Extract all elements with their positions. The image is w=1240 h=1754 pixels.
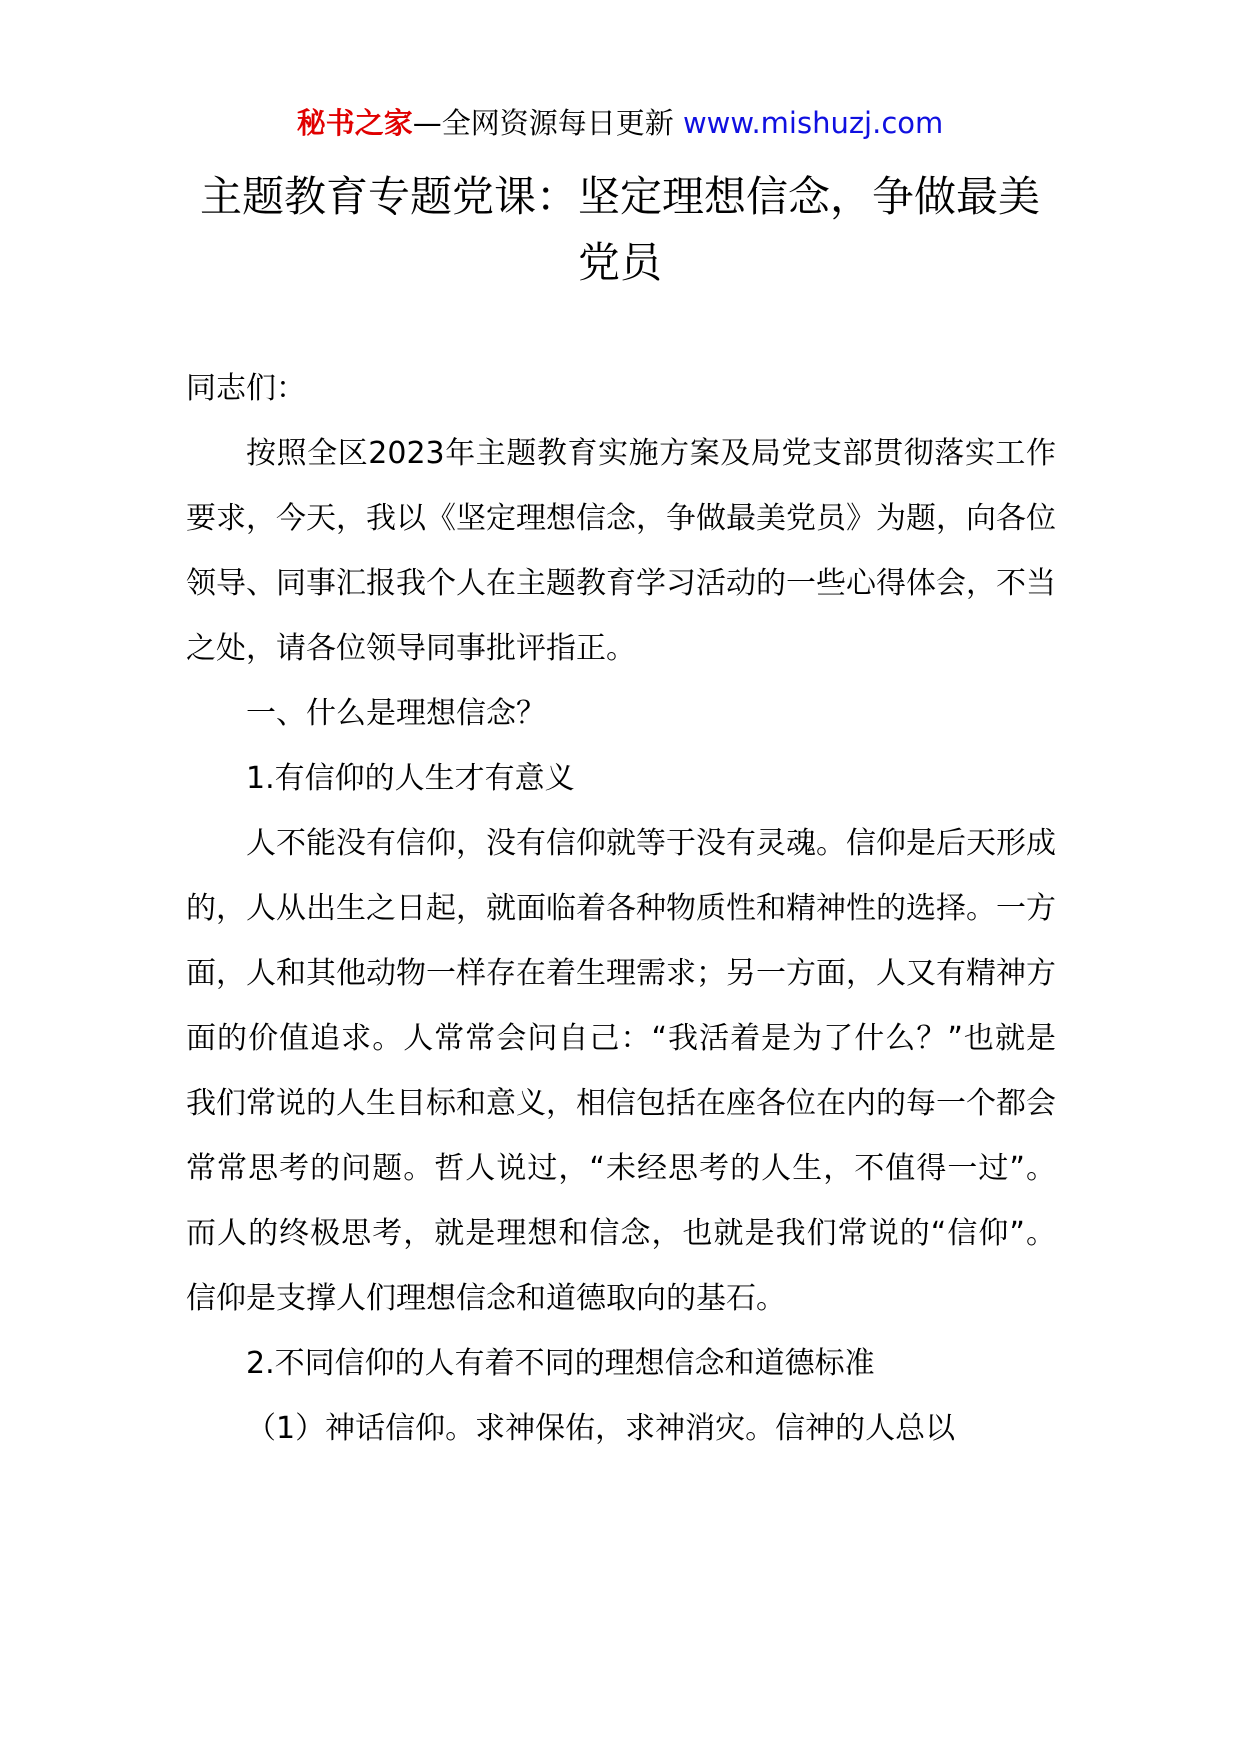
paragraph-intro: 按照全区2023年主题教育实施方案及局党支部贯彻落实工作要求，今天，我以《坚定理想信念，争做最美党员》为题，向各位领导、同事汇报我个人在主题教育学习活动的一些心得体会，不当之处，请各位领导同事批评指正。 xyxy=(186,436,1056,666)
section-heading-1: 一、什么是理想信念？ xyxy=(246,696,546,731)
subheading-2: 2.不同信仰的人有着不同的理想信念和道德标准 xyxy=(246,1346,875,1381)
paragraph-faith: 人不能没有信仰，没有信仰就等于没有灵魂。信仰是后天形成的，人从出生之日起，就面临着各种物质性和精神性的选择。一方面，人和其他动物一样存在着生理需求；另一方面，人又有精神方面的价值追求。人常常会问自己：“我活着是为了什么？”也就是我们常说的人生目标和意义，相信包括在座各位在内的每一个都会常常思考的问题。哲人说过，“未经思考的人生，不值得一过”。而人的终极思考，就是理想和信念，也就是我们常说的“信仰”。信仰是支撑人们理想信念和道德取向的基石。 xyxy=(186,826,1056,1316)
brand-name: 秘书之家 xyxy=(296,106,413,140)
header-tagline: —全网资源每日更新 xyxy=(412,106,683,140)
document-title: 主题教育专题党课：坚定理想信念，争做最美党员 xyxy=(199,172,1040,287)
site-header xyxy=(0,103,1240,143)
subheading-1: 1.有信仰的人生才有意义 xyxy=(246,761,575,796)
document-body xyxy=(186,356,1056,1461)
salutation: 同志们： xyxy=(186,371,306,406)
paragraph-myth: （1）神话信仰。求神保佑，求神消灾。信神的人总以 xyxy=(246,1411,956,1446)
site-url[interactable]: www.mishuzj.com xyxy=(682,106,944,140)
